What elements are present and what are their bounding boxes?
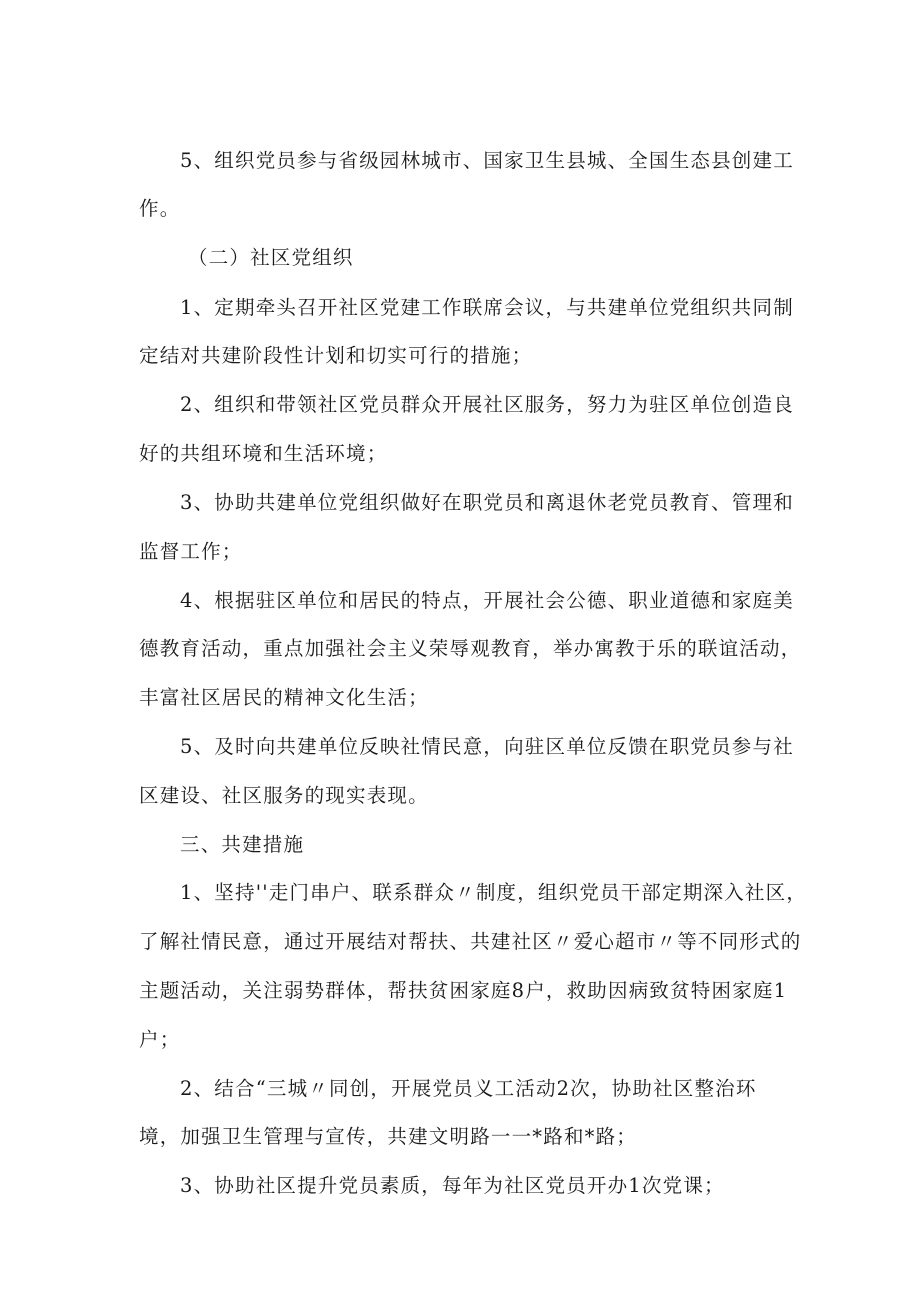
text-line: 1、坚持''走门串户、联系群众〃制度，组织党员干部定期深入社区，	[180, 881, 808, 904]
text-line: 作。	[139, 197, 181, 220]
section-heading: 三、共建措施	[180, 833, 305, 856]
text-line: 1、定期牵头召开社区党建工作联席会议，与共建单位党组织共同制	[180, 296, 794, 319]
text-line: 4、根据驻区单位和居民的特点，开展社会公德、职业道德和家庭美	[180, 589, 794, 612]
text-line: 境，加强卫生管理与宣传，共建文明路一一*路和*路；	[139, 1125, 638, 1148]
text-line: 丰富社区居民的精神文化生活；	[139, 686, 429, 709]
text-line: 2、组织和带领社区党员群众开展社区服务，努力为驻区单位创造良	[180, 393, 794, 416]
text-line: 5、及时向共建单位反映社情民意，向驻区单位反馈在职党员参与社	[180, 735, 794, 758]
text-line: 区建设、社区服务的现实表现。	[139, 784, 429, 807]
text-line: 5、组织党员参与省级园林城市、国家卫生县城、全国生态县创建工	[180, 149, 794, 172]
text-line: 2、结合“三城〃同创，开展党员义工活动2次，协助社区整治环	[180, 1077, 757, 1100]
text-line: 主题活动，关注弱势群体，帮扶贫困家庭8户，救助因病致贫特困家庭1	[139, 979, 788, 1002]
text-line: 3、协助共建单位党组织做好在职党员和离退休老党员教育、管理和	[180, 491, 794, 514]
text-line: 3、协助社区提升党员素质，每年为社区党员开办1次党课；	[180, 1174, 725, 1197]
text-line: 德教育活动，重点加强社会主义荣辱观教育，举办寓教于乐的联谊活动，	[139, 637, 802, 660]
text-line: 好的共组环境和生活环境；	[139, 442, 388, 465]
section-heading: （二）社区党组织	[188, 246, 354, 269]
text-line: 监督工作；	[139, 540, 243, 563]
text-line: 了解社情民意，通过开展结对帮扶、共建社区〃爱心超市〃等不同形式的	[139, 930, 802, 953]
text-line: 户；	[139, 1028, 181, 1051]
text-line: 定结对共建阶段性计划和切实可行的措施；	[139, 344, 533, 367]
